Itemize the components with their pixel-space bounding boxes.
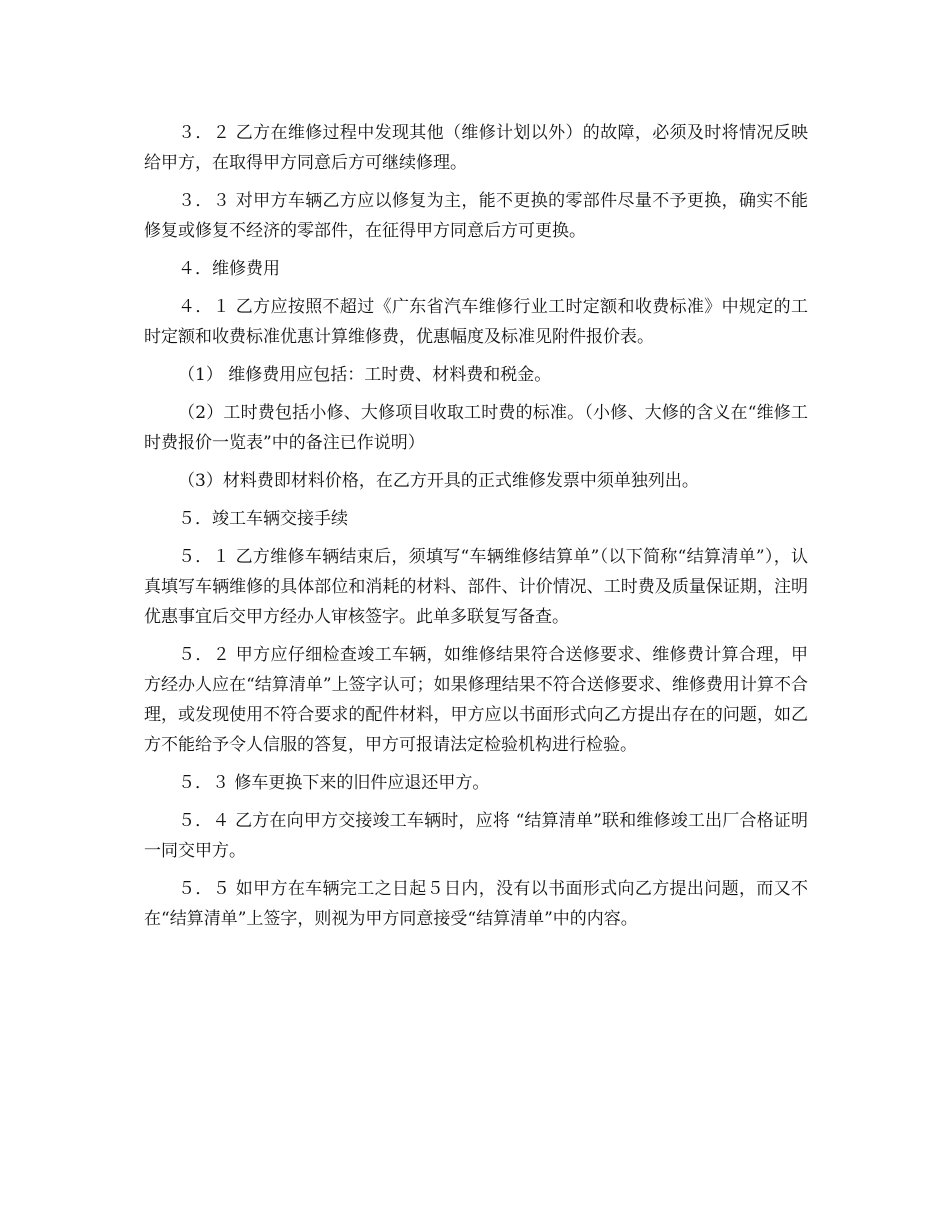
clause-4-1-item-1: （1） 维修费用应包括：工时费、材料费和税金。 [178,365,552,385]
clause-3-2: ３．２ 乙方在维修过程中发现其他（维修计划以外）的故障，必须及时将情况反映给甲方，在取得甲方同意后方可继续修理。 [144,123,808,173]
document-body [144,118,808,934]
section-5-heading: ５．竣工车辆交接手续 [178,509,348,529]
clause-5-2: ５．２ 甲方应仔细检查竣工车辆，如维修结果符合送修要求、维修费计算合理，甲方经办人应在“结算清单”上签字认可；如果修理结果不符合送修要求、维修费用计算不合理，或发现使用不符合要求的配件材料，甲方应以书面形式向乙方提出存在的问题，如乙方不能给予令人信服的答复，甲方可报请法定检验机构进行检验。 [144,645,808,755]
clause-4-1-item-2: （2）工时费包括小修、大修项目收取工时费的标准。（小修、大修的含义在“维修工时费报价一览表”中的备注已作说明） [144,403,808,453]
section-4-heading: ４．维修费用 [178,259,280,279]
clause-5-3: ５．３ 修车更换下来的旧件应退还甲方。 [178,773,490,793]
clause-5-4: ５．４ 乙方在向甲方交接竣工车辆时，应将 “结算清单”联和维修竣工出厂合格证明一同交甲方。 [144,811,808,861]
clause-5-5: ５．５ 如甲方在车辆完工之日起５日内，没有以书面形式向乙方提出问题，而又不在“结算清单”上签字，则视为甲方同意接受“结算清单”中的内容。 [144,879,808,929]
clause-5-1: ５．１ 乙方维修车辆结束后，须填写“车辆维修结算单”（以下简称“结算清单”），认真填写车辆维修的具体部位和消耗的材料、部件、计价情况、工时费及质量保证期，注明优惠事宜后交甲方经办人审核签字。此单多联复写备查。 [144,547,808,627]
clause-3-3: ３．３ 对甲方车辆乙方应以修复为主，能不更换的零部件尽量不予更换，确实不能修复或修复不经济的零部件，在征得甲方同意后方可更换。 [144,191,808,241]
clause-4-1-item-3: （3）材料费即材料价格，在乙方开具的正式维修发票中须单独列出。 [178,471,699,491]
clause-4-1: ４．１ 乙方应按照不超过《广东省汽车维修行业工时定额和收费标准》中规定的工时定额和收费标准优惠计算维修费，优惠幅度及标准见附件报价表。 [144,297,808,347]
